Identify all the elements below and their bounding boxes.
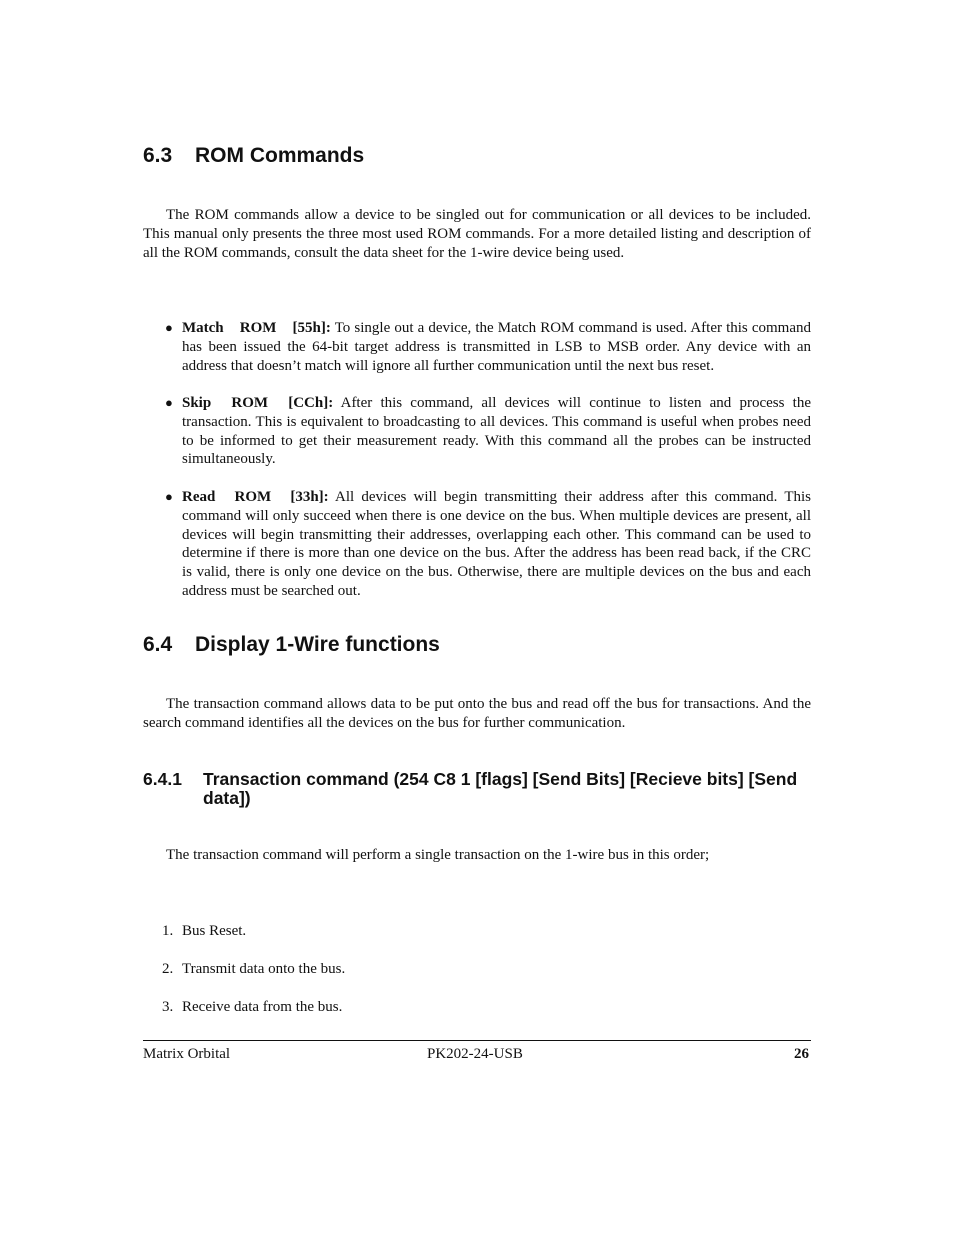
section-title: Display 1-Wire functions xyxy=(195,633,440,656)
subsection-title: Transaction command (254 C8 1 [flags] [Send Bits] [Recieve bits] [Send data]) xyxy=(203,769,798,808)
display-functions-intro: The transaction command allows data to be put onto the bus and read off the bus for transactions. And the search command identifies all the devices on the bus for further communication. xyxy=(143,696,811,731)
footer-left: Matrix Orbital xyxy=(143,1046,231,1062)
section-number: 6.3 xyxy=(143,144,173,167)
bullet-icon: ● xyxy=(165,320,173,335)
list-text: Receive data from the bus. xyxy=(182,999,343,1015)
list-item xyxy=(165,319,811,375)
bullet-text: To single out a device, the Match ROM command is used. After this command has been issued the 64-bit target address is transmitted in LSB to MSB order. Any device with an address that doesn’t match will ignore all further communication until the next bus reset. xyxy=(182,320,812,374)
bullet-text: After this command, all devices will continue to listen and process the transaction. This is equivalent to broadcasting to all devices. This command is useful when probes need to be informed to get their measurement ready. With this command all the probes can be instructed simultaneously. xyxy=(182,395,811,468)
list-text: Transmit data onto the bus. xyxy=(182,961,346,977)
list-item xyxy=(162,922,246,941)
list-item xyxy=(162,998,342,1017)
rom-commands-intro: The ROM commands allow a device to be singled out for communication or all devices to be included. This manual only presents the three most used ROM commands. For a more detailed listing and description of all the ROM commands, consult the data sheet for the 1-wire device being used. xyxy=(143,207,811,261)
bullet-icon: ● xyxy=(165,489,173,504)
bullet-term: Match ROM [55h]: xyxy=(182,320,331,336)
subsection-number: 6.4.1 xyxy=(143,769,182,789)
section-number: 6.4 xyxy=(143,633,173,656)
list-number: 2. xyxy=(162,961,174,977)
footer-divider xyxy=(143,1040,811,1041)
page-number: 26 xyxy=(794,1046,809,1062)
bullet-icon: ● xyxy=(165,395,173,410)
subsection-heading-6-4-1 xyxy=(143,770,811,808)
list-item xyxy=(165,394,811,469)
section-heading-6-4 xyxy=(143,632,440,658)
section-heading-6-3 xyxy=(143,143,364,169)
bullet-text: All devices will begin transmitting their address after this command. This command will only succeed when there is one device on the bus. When multiple devices are present, all devices will begin transmitting their addresses, overlapping each other. This command can be used to determine if there is more than one device on the bus. After the address has been read back, if the CRC is valid, there is only one device on the bus. Otherwise, there are multiple devices on the bus and each address must be searched out. xyxy=(182,489,811,599)
list-number: 1. xyxy=(162,923,174,939)
section-title: ROM Commands xyxy=(195,144,365,167)
list-item xyxy=(162,960,345,979)
list-number: 3. xyxy=(162,999,174,1015)
list-item xyxy=(165,488,811,601)
footer-center: PK202-24-USB xyxy=(427,1046,523,1062)
transaction-intro: The transaction command will perform a single transaction on the 1-wire bus in this order; xyxy=(166,847,710,863)
list-text: Bus Reset. xyxy=(182,923,247,939)
bullet-term: Skip ROM [CCh]: xyxy=(182,395,334,411)
bullet-term: Read ROM [33h]: xyxy=(182,489,329,505)
